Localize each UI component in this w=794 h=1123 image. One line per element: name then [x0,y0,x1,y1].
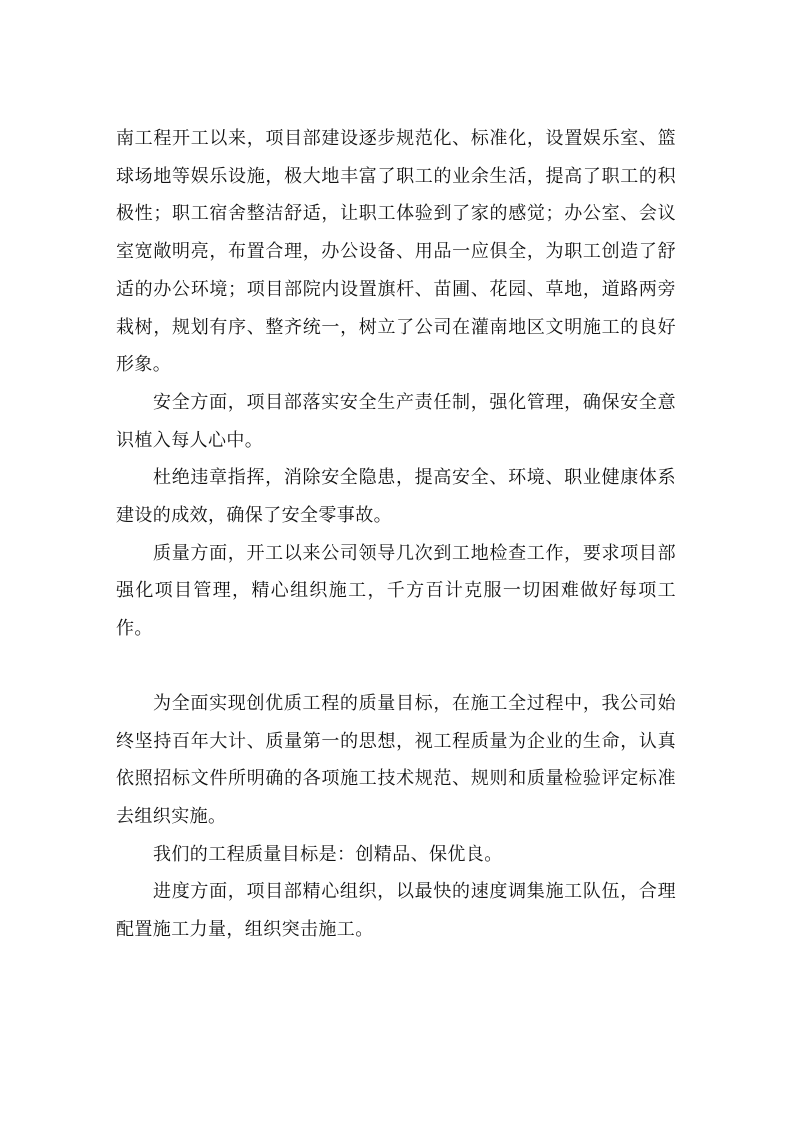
paragraph-civilized-construction: 南工程开工以来，项目部建设逐步规范化、标准化，设置娱乐室、篮球场地等娱乐设施，极大地丰富了职工的业余生活，提高了职工的积极性；职工宿舍整洁舒适，让职工体验到了家的感觉；办公室、会议室宽敞明亮，布置合理，办公设备、用品一应俱全，为职工创造了舒适的办公环境；项目部院内设置旗杆、苗圃、花园、草地，道路两旁栽树，规划有序、整齐统一，树立了公司在灌南地区文明施工的良好形象。 [116,128,676,376]
paragraph-quality-target: 我们的工程质量目标是：创精品、保优良。 [153,843,503,865]
paragraph-hazard-elimination: 杜绝违章指挥，消除安全隐患，提高安全、环境、职业健康体系建设的成效，确保了安全零事故。 [116,467,676,527]
document-body [116,120,676,949]
paragraph-quality: 质量方面，开工以来公司领导几次到工地检查工作，要求项目部强化项目管理，精心组织施工，千方百计克服一切困难做好每项工作。 [116,542,676,640]
paragraph-quality-goal-approach: 为全面实现创优质工程的质量目标，在施工全过程中，我公司始终坚持百年大计、质量第一的思想，视工程质量为企业的生命，认真依照招标文件所明确的各项施工技术规范、规则和质量检验评定标准去组织实施。 [116,692,676,827]
paragraph-progress: 进度方面，项目部精心组织，以最快的速度调集施工队伍，合理配置施工力量，组织突击施工。 [116,881,676,941]
paragraph-safety: 安全方面，项目部落实安全生产责任制，强化管理，确保安全意识植入每人心中。 [116,391,676,451]
